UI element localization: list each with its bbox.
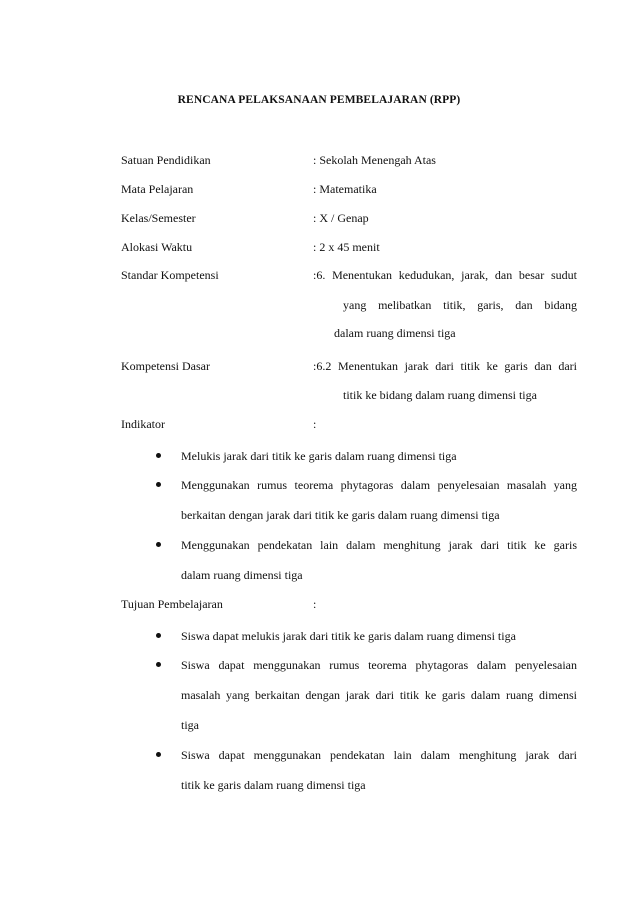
field-tujuan-label: Tujuan Pembelajaran xyxy=(121,597,223,611)
document-title: RENCANA PELAKSANAAN PEMBELAJARAN (RPP) xyxy=(177,94,461,106)
field-sk-line3: dalam ruang dimensi tiga xyxy=(334,326,456,340)
indikator-item-3-line-1: Menggunakan pendekatan lain dalam menghitung jarak dari titik ke garis xyxy=(181,538,577,552)
field-indikator-value: : xyxy=(313,417,317,431)
tujuan-item-2-line-2: masalah yang berkaitan dengan jarak dari titik ke garis dalam ruang dimensi xyxy=(181,688,577,702)
field-indikator-label: Indikator xyxy=(121,417,165,431)
field-kelas-label: Kelas/Semester xyxy=(121,211,196,225)
field-mapel-value: : Matematika xyxy=(313,182,377,196)
field-satuan-value: : Sekolah Menengah Atas xyxy=(313,153,436,167)
field-sk-line1: :6. Menentukan kedudukan, jarak, dan besar sudut xyxy=(313,268,577,282)
indikator-item-1-line-1: Melukis jarak dari titik ke garis dalam ruang dimensi tiga xyxy=(181,449,457,463)
bullet-icon xyxy=(155,746,163,764)
bullet-icon xyxy=(155,656,163,674)
field-kd-line1: :6.2 Menentukan jarak dari titik ke garis dan dari xyxy=(313,359,577,373)
tujuan-item-3-line-1: Siswa dapat menggunakan pendekatan lain dalam menghitung jarak dari xyxy=(181,748,577,762)
indikator-item-2-line-1: Menggunakan rumus teorema phytagoras dalam penyelesaian masalah yang xyxy=(181,478,577,492)
field-kd-line2: titik ke bidang dalam ruang dimensi tiga xyxy=(343,388,537,402)
field-kelas-value: : X / Genap xyxy=(313,211,369,225)
field-alokasi-label: Alokasi Waktu xyxy=(121,240,193,254)
field-kd-label: Kompetensi Dasar xyxy=(121,359,210,373)
indikator-item-3-line-2: dalam ruang dimensi tiga xyxy=(181,568,303,582)
indikator-item-2-line-2: berkaitan dengan jarak dari titik ke garis dalam ruang dimensi tiga xyxy=(181,508,500,522)
bullet-icon xyxy=(155,447,163,465)
field-tujuan-value: : xyxy=(313,597,317,611)
bullet-icon xyxy=(155,627,163,645)
field-mapel-label: Mata Pelajaran xyxy=(121,182,194,196)
tujuan-item-3-line-2: titik ke garis dalam ruang dimensi tiga xyxy=(181,778,366,792)
field-alokasi-value: : 2 x 45 menit xyxy=(313,240,380,254)
bullet-icon xyxy=(155,476,163,494)
tujuan-item-2-line-3: tiga xyxy=(181,718,199,732)
field-satuan-label: Satuan Pendidikan xyxy=(121,153,211,167)
tujuan-item-1-line-1: Siswa dapat melukis jarak dari titik ke garis dalam ruang dimensi tiga xyxy=(181,629,516,643)
bullet-icon xyxy=(155,536,163,554)
field-sk-line2: yang melibatkan titik, garis, dan bidang xyxy=(343,298,577,312)
tujuan-item-2-line-1: Siswa dapat menggunakan rumus teorema phytagoras dalam penyelesaian xyxy=(181,658,577,672)
field-sk-label: Standar Kompetensi xyxy=(121,268,219,282)
